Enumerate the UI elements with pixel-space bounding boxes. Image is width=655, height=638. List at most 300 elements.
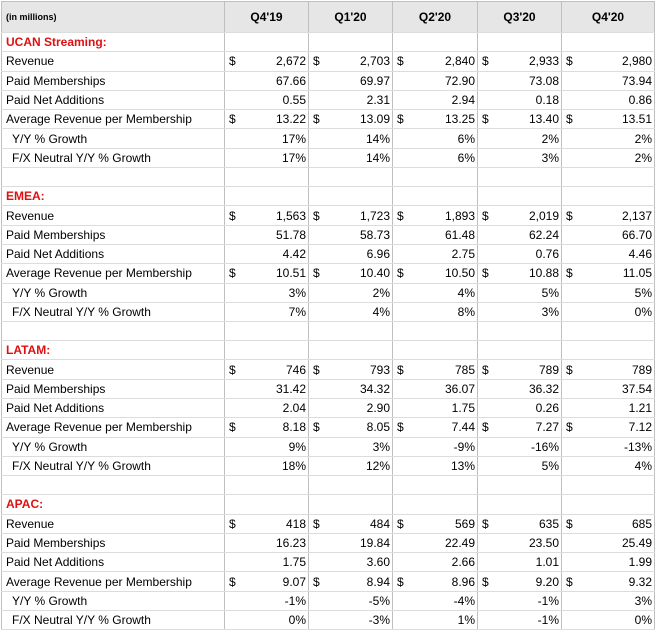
currency-symbol: $ [225,418,243,437]
financial-table [1,1,655,630]
currency-symbol: $ [478,52,496,71]
currency-symbol [309,71,327,90]
quarter-header: Q4'20 [562,2,655,33]
currency-symbol [309,129,327,148]
currency-symbol: $ [309,110,327,129]
empty-cell [580,495,655,514]
value-cell: 4.42 [243,244,309,263]
currency-symbol [562,283,580,302]
empty-cell [327,168,393,187]
row-label: Paid Memberships [2,225,225,244]
value-cell: 0.26 [496,399,562,418]
table-row [2,264,655,283]
currency-symbol: $ [562,206,580,225]
empty-cell [562,476,580,495]
row-label: F/X Neutral Y/Y % Growth [2,302,225,321]
value-cell: 13.09 [327,110,393,129]
empty-cell [496,33,562,52]
value-cell: 58.73 [327,225,393,244]
currency-symbol: $ [478,418,496,437]
value-cell: 2% [496,129,562,148]
empty-cell [478,187,496,206]
value-cell: 1.21 [580,399,655,418]
value-cell: -9% [411,437,478,456]
value-cell: 17% [243,129,309,148]
empty-cell [562,187,580,206]
value-cell: 793 [327,360,393,379]
currency-symbol [562,148,580,167]
currency-symbol [393,611,411,630]
value-cell: 1,563 [243,206,309,225]
currency-symbol [478,302,496,321]
empty-cell [411,187,478,206]
currency-symbol [393,456,411,475]
currency-symbol: $ [309,264,327,283]
empty-cell [309,495,327,514]
quarter-header: Q1'20 [309,2,393,33]
currency-symbol [393,437,411,456]
currency-symbol: $ [393,110,411,129]
empty-cell [580,322,655,341]
value-cell: -5% [327,591,393,610]
row-label: Average Revenue per Membership [2,572,225,591]
table-row [2,591,655,610]
empty-cell [243,495,309,514]
section-header-row [2,187,655,206]
currency-symbol [225,611,243,630]
value-cell: 685 [580,514,655,533]
empty-cell [393,168,411,187]
currency-symbol [478,553,496,572]
value-cell: 3% [243,283,309,302]
value-cell: 2,980 [580,52,655,71]
currency-symbol [562,399,580,418]
value-cell: 1.75 [243,553,309,572]
empty-cell [496,168,562,187]
value-cell: 5% [496,283,562,302]
table-row [2,283,655,302]
currency-symbol [478,533,496,552]
spacer-row [2,168,655,187]
empty-cell [225,33,243,52]
empty-cell [580,187,655,206]
row-label: Paid Memberships [2,379,225,398]
empty-cell [496,495,562,514]
value-cell: 7.44 [411,418,478,437]
currency-symbol [478,225,496,244]
value-cell: 36.07 [411,379,478,398]
value-cell: 12% [327,456,393,475]
table-row [2,514,655,533]
empty-cell [225,187,243,206]
value-cell: 9.32 [580,572,655,591]
currency-symbol [562,437,580,456]
currency-symbol [225,225,243,244]
currency-symbol: $ [562,264,580,283]
table-row [2,533,655,552]
value-cell: 789 [580,360,655,379]
currency-symbol [562,379,580,398]
row-label: Revenue [2,514,225,533]
value-cell: 6% [411,148,478,167]
currency-symbol [478,611,496,630]
value-cell: 3% [580,591,655,610]
value-cell: 2.31 [327,90,393,109]
currency-symbol [309,591,327,610]
value-cell: -13% [580,437,655,456]
currency-symbol [562,129,580,148]
quarter-header: Q3'20 [478,2,562,33]
table-row [2,71,655,90]
value-cell: 8.18 [243,418,309,437]
currency-symbol: $ [225,110,243,129]
currency-symbol [225,437,243,456]
currency-symbol [309,244,327,263]
section-header-row [2,33,655,52]
value-cell: 0% [580,302,655,321]
empty-cell [393,322,411,341]
empty-cell [327,476,393,495]
empty-cell [2,322,225,341]
currency-symbol [478,90,496,109]
value-cell: 36.32 [496,379,562,398]
empty-cell [580,168,655,187]
value-cell: 1% [411,611,478,630]
row-label: Paid Net Additions [2,90,225,109]
empty-cell [225,341,243,360]
currency-symbol [309,225,327,244]
currency-symbol [478,437,496,456]
currency-symbol [225,399,243,418]
currency-symbol [309,553,327,572]
empty-cell [225,495,243,514]
table-row [2,52,655,71]
currency-symbol [393,399,411,418]
value-cell: 69.97 [327,71,393,90]
value-cell: 0.55 [243,90,309,109]
value-cell: 8.96 [411,572,478,591]
empty-cell [411,341,478,360]
currency-symbol [309,90,327,109]
currency-symbol: $ [225,572,243,591]
currency-symbol [225,283,243,302]
value-cell: 17% [243,148,309,167]
value-cell: -4% [411,591,478,610]
empty-cell [309,33,327,52]
currency-symbol: $ [478,206,496,225]
empty-cell [243,322,309,341]
empty-cell [327,322,393,341]
currency-symbol [393,553,411,572]
row-label: Y/Y % Growth [2,591,225,610]
currency-symbol [562,244,580,263]
value-cell: 785 [411,360,478,379]
section-title: UCAN Streaming: [2,33,225,52]
value-cell: 67.66 [243,71,309,90]
row-label: Average Revenue per Membership [2,110,225,129]
currency-symbol [393,379,411,398]
currency-symbol [478,244,496,263]
value-cell: 10.50 [411,264,478,283]
empty-cell [562,341,580,360]
currency-symbol: $ [225,264,243,283]
value-cell: 1.01 [496,553,562,572]
quarter-header: Q2'20 [393,2,478,33]
empty-cell [411,168,478,187]
empty-cell [562,495,580,514]
currency-symbol: $ [393,52,411,71]
value-cell: 61.48 [411,225,478,244]
value-cell: 9.20 [496,572,562,591]
value-cell: 10.88 [496,264,562,283]
row-label: Paid Memberships [2,71,225,90]
value-cell: 13.25 [411,110,478,129]
currency-symbol: $ [478,264,496,283]
currency-symbol: $ [478,572,496,591]
section-title: LATAM: [2,341,225,360]
value-cell: 6.96 [327,244,393,263]
value-cell: 2.04 [243,399,309,418]
currency-symbol [225,591,243,610]
currency-symbol [562,90,580,109]
currency-symbol [478,71,496,90]
currency-symbol [478,283,496,302]
value-cell: 31.42 [243,379,309,398]
currency-symbol: $ [309,206,327,225]
empty-cell [496,341,562,360]
row-label: Average Revenue per Membership [2,264,225,283]
value-cell: 2.94 [411,90,478,109]
currency-symbol [309,437,327,456]
value-cell: 14% [327,129,393,148]
empty-cell [478,322,496,341]
value-cell: 3% [327,437,393,456]
table-row [2,110,655,129]
value-cell: 2,019 [496,206,562,225]
value-cell: 4.46 [580,244,655,263]
value-cell: 13.40 [496,110,562,129]
value-cell: 7.27 [496,418,562,437]
value-cell: 0.76 [496,244,562,263]
empty-cell [243,187,309,206]
value-cell: 2% [580,129,655,148]
section-header-row [2,341,655,360]
empty-cell [327,341,393,360]
row-label: Revenue [2,52,225,71]
empty-cell [309,187,327,206]
empty-cell [243,33,309,52]
empty-cell [393,341,411,360]
table-row [2,148,655,167]
table-row [2,206,655,225]
currency-symbol [393,302,411,321]
currency-symbol: $ [225,360,243,379]
value-cell: 7% [243,302,309,321]
currency-symbol [478,379,496,398]
value-cell: 0% [580,611,655,630]
currency-symbol: $ [393,360,411,379]
row-label: Y/Y % Growth [2,129,225,148]
currency-symbol [309,456,327,475]
currency-symbol [309,283,327,302]
value-cell: 4% [580,456,655,475]
value-cell: 2.66 [411,553,478,572]
currency-symbol [225,71,243,90]
value-cell: 4% [327,302,393,321]
currency-symbol [562,225,580,244]
value-cell: 8% [411,302,478,321]
table-row [2,225,655,244]
value-cell: -1% [243,591,309,610]
value-cell: 2,840 [411,52,478,71]
table-row [2,360,655,379]
empty-cell [309,168,327,187]
currency-symbol [393,533,411,552]
empty-cell [243,341,309,360]
quarter-header: Q4'19 [225,2,309,33]
empty-cell [496,322,562,341]
currency-symbol [225,148,243,167]
value-cell: 0.18 [496,90,562,109]
value-cell: 9.07 [243,572,309,591]
currency-symbol: $ [393,514,411,533]
value-cell: 2% [327,283,393,302]
currency-symbol [225,456,243,475]
empty-cell [393,476,411,495]
value-cell: 73.08 [496,71,562,90]
currency-symbol: $ [562,52,580,71]
value-cell: 2.90 [327,399,393,418]
currency-symbol: $ [309,572,327,591]
value-cell: 13.22 [243,110,309,129]
section-title: APAC: [2,495,225,514]
empty-cell [225,168,243,187]
row-label: Revenue [2,360,225,379]
currency-symbol [225,379,243,398]
table-row [2,553,655,572]
table-row [2,611,655,630]
empty-cell [478,33,496,52]
spacer-row [2,476,655,495]
currency-symbol [309,302,327,321]
empty-cell [496,476,562,495]
empty-cell [309,341,327,360]
value-cell: 789 [496,360,562,379]
row-label: F/X Neutral Y/Y % Growth [2,456,225,475]
currency-symbol: $ [225,52,243,71]
currency-symbol [309,148,327,167]
currency-symbol [478,129,496,148]
section-header-row [2,495,655,514]
empty-cell [2,168,225,187]
currency-symbol: $ [309,360,327,379]
value-cell: 1,893 [411,206,478,225]
row-label: Paid Net Additions [2,399,225,418]
empty-cell [243,476,309,495]
table-body [2,2,655,630]
currency-symbol: $ [393,572,411,591]
value-cell: 23.50 [496,533,562,552]
table-row [2,399,655,418]
empty-cell [478,476,496,495]
row-label: Y/Y % Growth [2,283,225,302]
currency-symbol: $ [562,360,580,379]
row-label: Paid Net Additions [2,553,225,572]
value-cell: 0.86 [580,90,655,109]
value-cell: 6% [411,129,478,148]
value-cell: 72.90 [411,71,478,90]
value-cell: 14% [327,148,393,167]
currency-symbol [393,90,411,109]
value-cell: 10.40 [327,264,393,283]
currency-symbol: $ [562,572,580,591]
value-cell: 3.60 [327,553,393,572]
empty-cell [411,495,478,514]
value-cell: 635 [496,514,562,533]
empty-cell [243,168,309,187]
row-label: Average Revenue per Membership [2,418,225,437]
table-row [2,90,655,109]
currency-symbol [478,591,496,610]
value-cell: 1,723 [327,206,393,225]
empty-cell [478,341,496,360]
currency-symbol: $ [478,360,496,379]
empty-cell [580,476,655,495]
table-row [2,572,655,591]
currency-symbol: $ [309,514,327,533]
value-cell: 13.51 [580,110,655,129]
currency-symbol [393,283,411,302]
currency-symbol [562,553,580,572]
currency-symbol [309,533,327,552]
empty-cell [478,168,496,187]
currency-symbol [562,611,580,630]
empty-cell [309,322,327,341]
table-row [2,456,655,475]
value-cell: 1.75 [411,399,478,418]
currency-symbol [225,244,243,263]
units-label: (in millions) [2,2,225,33]
value-cell: 73.94 [580,71,655,90]
value-cell: 2,933 [496,52,562,71]
table-row [2,379,655,398]
row-label: F/X Neutral Y/Y % Growth [2,611,225,630]
row-label: Y/Y % Growth [2,437,225,456]
currency-symbol: $ [393,418,411,437]
section-title: EMEA: [2,187,225,206]
value-cell: 7.12 [580,418,655,437]
row-label: Paid Net Additions [2,244,225,263]
value-cell: 11.05 [580,264,655,283]
empty-cell [309,476,327,495]
value-cell: 37.54 [580,379,655,398]
empty-cell [393,495,411,514]
empty-cell [411,33,478,52]
currency-symbol [562,302,580,321]
currency-symbol: $ [478,514,496,533]
currency-symbol [309,379,327,398]
currency-symbol [393,591,411,610]
currency-symbol: $ [562,418,580,437]
value-cell: 2,703 [327,52,393,71]
currency-symbol [225,302,243,321]
value-cell: 418 [243,514,309,533]
value-cell: 62.24 [496,225,562,244]
currency-symbol [309,611,327,630]
table-row [2,129,655,148]
currency-symbol [562,533,580,552]
currency-symbol: $ [562,514,580,533]
